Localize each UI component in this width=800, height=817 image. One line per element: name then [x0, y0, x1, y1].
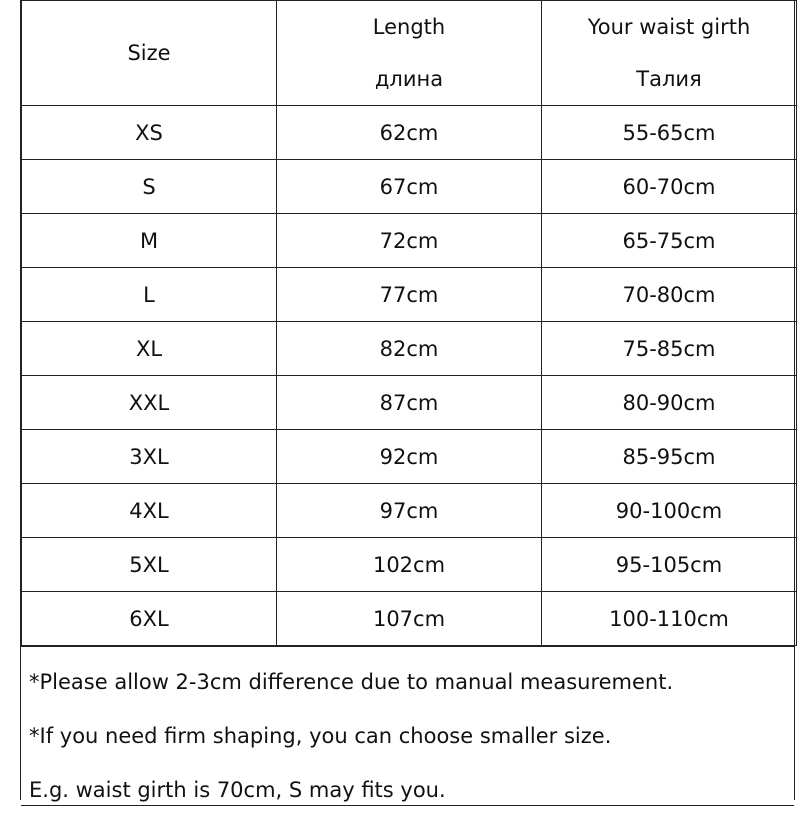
- length-cell: 82cm: [277, 322, 542, 376]
- waist-cell: 70-80cm: [542, 268, 797, 322]
- size-cell: 4XL: [22, 484, 277, 538]
- note-measurement: *Please allow 2-3cm difference due to manual measurement.: [29, 670, 674, 694]
- waist-cell: 85-95cm: [542, 430, 797, 484]
- size-cell: 6XL: [22, 592, 277, 646]
- header-length-ru: длина: [374, 67, 444, 91]
- waist-cell: 60-70cm: [542, 160, 797, 214]
- note-shaping: *If you need firm shaping, you can choose smaller size.: [29, 724, 612, 748]
- waist-cell: 100-110cm: [542, 592, 797, 646]
- notes-section: [21, 646, 794, 806]
- length-cell: 62cm: [277, 106, 542, 160]
- length-cell: 107cm: [277, 592, 542, 646]
- length-cell: 72cm: [277, 214, 542, 268]
- waist-cell: 65-75cm: [542, 214, 797, 268]
- header-size: Size: [22, 1, 277, 106]
- table-header-row: [22, 1, 797, 106]
- size-cell: XS: [22, 106, 277, 160]
- table-row: [22, 106, 797, 160]
- length-cell: 102cm: [277, 538, 542, 592]
- length-cell: 97cm: [277, 484, 542, 538]
- table-row: [22, 484, 797, 538]
- table-row: [22, 268, 797, 322]
- table-row: [22, 592, 797, 646]
- size-cell: XXL: [22, 376, 277, 430]
- header-waist-en: Your waist girth: [587, 15, 751, 39]
- table-row: [22, 322, 797, 376]
- length-cell: 77cm: [277, 268, 542, 322]
- table-row: [22, 214, 797, 268]
- waist-cell: 95-105cm: [542, 538, 797, 592]
- table-row: [22, 160, 797, 214]
- table-row: [22, 430, 797, 484]
- waist-cell: 75-85cm: [542, 322, 797, 376]
- table-row: [22, 538, 797, 592]
- size-cell: L: [22, 268, 277, 322]
- waist-cell: 80-90cm: [542, 376, 797, 430]
- note-example: E.g. waist girth is 70cm, S may fits you.: [29, 778, 446, 802]
- table-row: [22, 376, 797, 430]
- length-cell: 67cm: [277, 160, 542, 214]
- waist-cell: 90-100cm: [542, 484, 797, 538]
- size-cell: XL: [22, 322, 277, 376]
- size-cell: 5XL: [22, 538, 277, 592]
- waist-cell: 55-65cm: [542, 106, 797, 160]
- size-cell: 3XL: [22, 430, 277, 484]
- size-cell: S: [22, 160, 277, 214]
- header-length-en: Length: [372, 15, 446, 39]
- size-chart: [20, 0, 795, 800]
- length-cell: 87cm: [277, 376, 542, 430]
- header-waist-ru: Талия: [636, 67, 702, 91]
- length-cell: 92cm: [277, 430, 542, 484]
- size-cell: M: [22, 214, 277, 268]
- size-table: [21, 0, 797, 646]
- header-waist: [542, 1, 797, 106]
- header-length: [277, 1, 542, 106]
